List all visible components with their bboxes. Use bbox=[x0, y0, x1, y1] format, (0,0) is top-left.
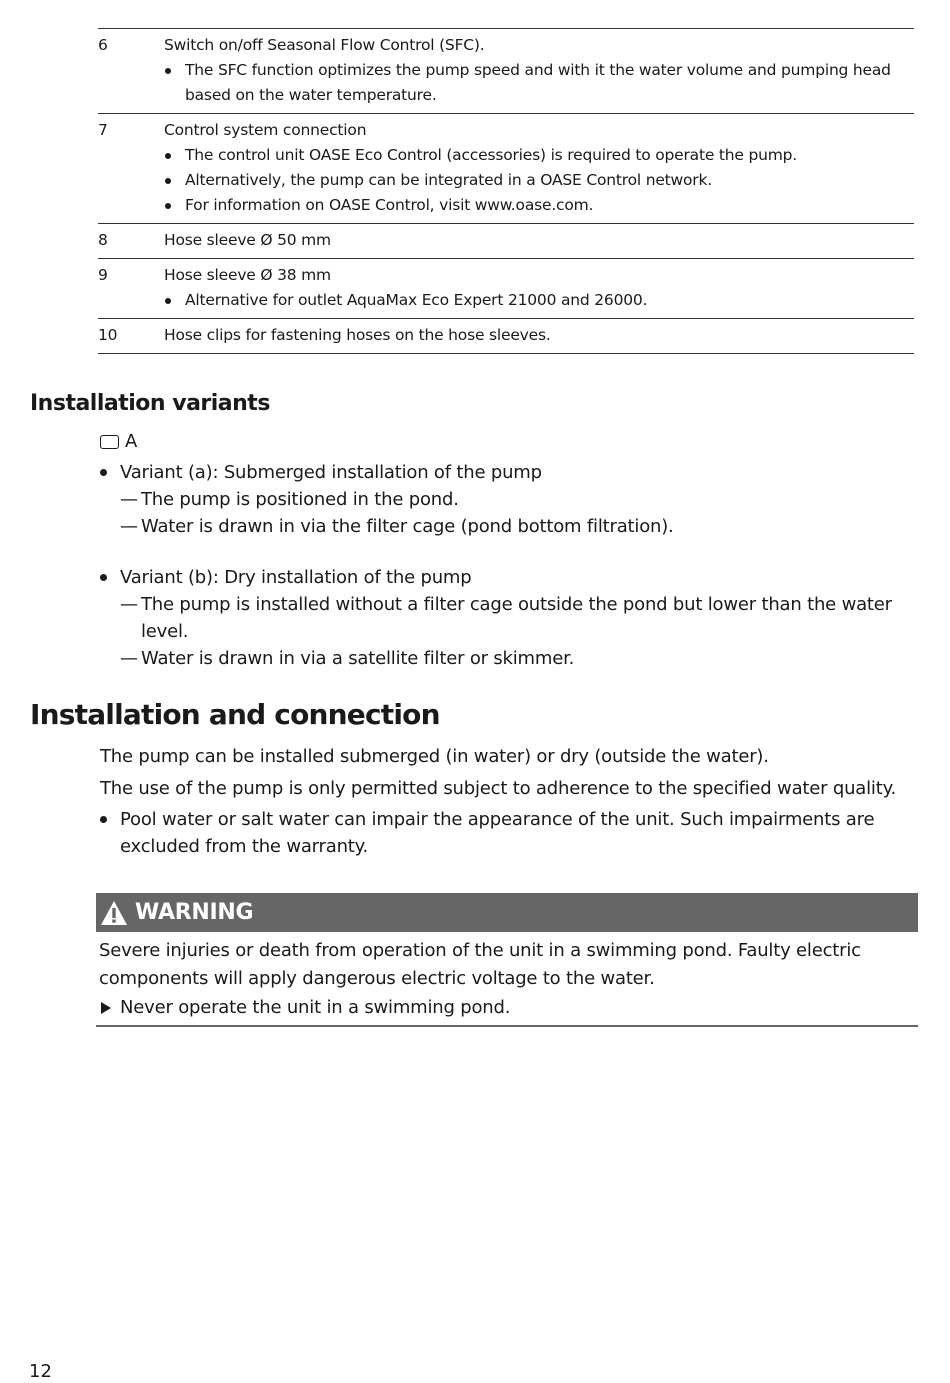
table-row bbox=[98, 114, 914, 224]
variant-a-title-item bbox=[98, 459, 918, 486]
variant-b bbox=[98, 564, 918, 672]
list-item bbox=[98, 486, 918, 513]
paragraph: The use of the pump is only permitted subject to adherence to the specified water quality. bbox=[100, 778, 896, 799]
list-item-text: Water is drawn in via a satellite filter or skimmer. bbox=[141, 648, 575, 669]
bullet-icon bbox=[165, 178, 171, 184]
row-number: 9 bbox=[98, 266, 108, 284]
row-title: Control system connection bbox=[164, 121, 367, 139]
section-heading-installation-connection: Installation and connection bbox=[30, 698, 440, 731]
row-title: Hose sleeve Ø 50 mm bbox=[164, 231, 331, 249]
dash-icon: — bbox=[120, 648, 138, 669]
bullet-icon bbox=[165, 203, 171, 209]
row-bullet-text: For information on OASE Control, visit www.oase.com. bbox=[185, 196, 594, 214]
paragraph: The pump can be installed submerged (in water) or dry (outside the water). bbox=[100, 746, 769, 767]
table-row bbox=[98, 29, 914, 114]
list-item bbox=[98, 806, 918, 860]
variant-b-title-item bbox=[98, 564, 918, 591]
warning-divider bbox=[96, 1025, 918, 1027]
row-title: Switch on/off Seasonal Flow Control (SFC). bbox=[164, 36, 485, 54]
row-bullet-text: Alternative for outlet AquaMax Eco Expert 21000 and 26000. bbox=[185, 291, 648, 309]
row-bullet-text: The SFC function optimizes the pump speed and with it the water volume and pumping head based on the water temperature. bbox=[185, 61, 891, 104]
warning-action bbox=[101, 994, 510, 1021]
row-title: Hose clips for fastening hoses on the hose sleeves. bbox=[164, 326, 551, 344]
dash-icon: — bbox=[120, 489, 138, 510]
table-row bbox=[98, 259, 914, 319]
row-title: Hose sleeve Ø 38 mm bbox=[164, 266, 331, 284]
figure-reference-label: A bbox=[125, 431, 138, 452]
row-body bbox=[164, 228, 914, 253]
table-row bbox=[98, 319, 914, 354]
figure-icon bbox=[100, 435, 119, 449]
row-number: 10 bbox=[98, 326, 118, 344]
variant-a-title: Variant (a): Submerged installation of the pump bbox=[120, 462, 542, 483]
warning-text: Severe injuries or death from operation of the unit in a swimming pond. Faulty electric components will apply dangerous electric voltage to the water. bbox=[99, 940, 861, 989]
row-number: 8 bbox=[98, 231, 108, 249]
bullet-icon bbox=[100, 816, 107, 823]
row-number: 7 bbox=[98, 121, 108, 139]
list-item-text: The pump is positioned in the pond. bbox=[141, 489, 459, 510]
list-item-text: The pump is installed without a filter cage outside the pond but lower than the water level. bbox=[141, 594, 892, 642]
row-body bbox=[164, 263, 914, 313]
row-body bbox=[164, 323, 914, 348]
arrow-right-icon bbox=[101, 1002, 111, 1014]
page-number: 12 bbox=[29, 1361, 52, 1382]
variant-b-title: Variant (b): Dry installation of the pump bbox=[120, 567, 472, 588]
list-item-text: Pool water or salt water can impair the appearance of the unit. Such impairments are excluded from the warranty. bbox=[120, 809, 875, 857]
bullet-icon bbox=[165, 68, 171, 74]
row-bullet-text: Alternatively, the pump can be integrated in a OASE Control network. bbox=[185, 171, 712, 189]
parts-table bbox=[98, 28, 914, 354]
bullet-icon bbox=[100, 469, 107, 476]
row-bullet bbox=[164, 168, 914, 193]
figure-reference bbox=[100, 431, 137, 452]
bullet-icon bbox=[100, 574, 107, 581]
warning-triangle-icon bbox=[100, 900, 128, 926]
warning-title: WARNING bbox=[135, 900, 254, 925]
warning-action-text: Never operate the unit in a swimming pond. bbox=[120, 997, 511, 1018]
row-bullet bbox=[164, 193, 914, 218]
list-item bbox=[98, 645, 918, 672]
list-item-text: Water is drawn in via the filter cage (pond bottom filtration). bbox=[141, 516, 674, 537]
bullet-icon bbox=[165, 298, 171, 304]
row-body bbox=[164, 33, 914, 108]
list-item bbox=[98, 513, 918, 540]
row-body bbox=[164, 118, 914, 218]
variant-a bbox=[98, 459, 918, 540]
row-bullet-text: The control unit OASE Eco Control (accessories) is required to operate the pump. bbox=[185, 146, 797, 164]
row-bullet bbox=[164, 288, 914, 313]
dash-icon: — bbox=[120, 594, 138, 615]
section-heading-installation-variants: Installation variants bbox=[30, 391, 270, 416]
bullet-icon bbox=[165, 153, 171, 159]
row-bullet bbox=[164, 58, 914, 108]
list-item bbox=[98, 591, 918, 645]
row-number: 6 bbox=[98, 36, 108, 54]
table-row bbox=[98, 224, 914, 259]
row-bullet bbox=[164, 143, 914, 168]
warning-header bbox=[96, 893, 918, 932]
dash-icon: — bbox=[120, 516, 138, 537]
